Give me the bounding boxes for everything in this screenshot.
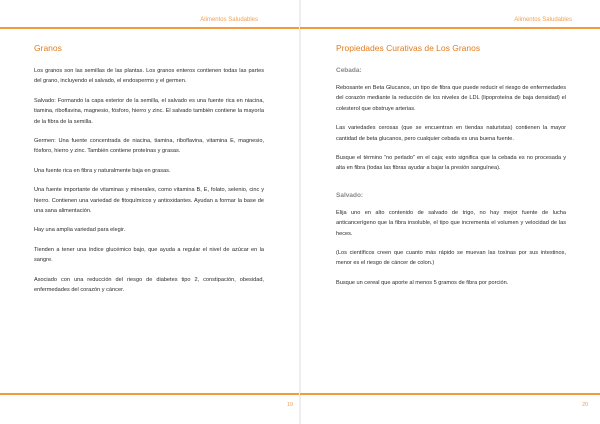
paragraph: Elija uno en alto contenido de salvado de trigo, no hay mejor fuente de lucha anticancerígeno que la fibra insoluble, el tipo que incrementa el volumen y velocidad de las heces. — [336, 209, 566, 237]
paragraph: Los granos son las semillas de las plantas. Los granos enteros contienen todas las partes del grano, incluyendo el salvado, el endospermo y el germen. — [34, 68, 264, 85]
right-page-content — [336, 42, 566, 297]
running-header-right: Alimentos Saludables — [514, 17, 572, 23]
paragraph: Hay una amplia variedad para elegir. — [34, 227, 126, 234]
section-heading-salvado: Salvado: — [336, 191, 364, 199]
page-number-left: 19 — [287, 402, 294, 408]
paragraph: Rebosante en Beta Glucanos, un tipo de fibra que puede reducir el riesgo de enfermedades del corazón mediante la reducción de los niveles de LDL (lipoproteína de baja densidad) el colesterol que obstruye arterias. — [336, 85, 566, 112]
paragraph: Busque el término “no perlado” en el caja; esto significa que la cebada es no procesada y alta en fibra (todas las fibras ayudar a bajar la presión sanguínea). — [336, 155, 566, 172]
right-page — [300, 0, 600, 424]
section-spacer — [336, 183, 566, 191]
paragraph: Una fuente rica en fibra y naturalmente baja en grasas. — [34, 167, 171, 174]
paragraph: Asociado con una reducción del riesgo de diabetes tipo 2, constipación, obesidad, enfermedades del corazón y cáncer. — [34, 276, 264, 294]
left-page-content — [34, 42, 264, 305]
paragraph: Salvado: Formando la capa exterior de la semilla, el salvado es una fuente rica en niacina, tiamina, riboflavina, magnesio, fósforo, hierro y zinc. El salvado también contiene la mayoría de la fibra de la semilla. — [34, 97, 264, 125]
page-title-granos: Granos — [34, 43, 62, 53]
top-rule-right — [300, 27, 600, 29]
page-title-propiedades: Propiedades Curativas de Los Granos — [336, 43, 481, 53]
bottom-rule-right — [300, 393, 600, 395]
paragraph: Tienden a tener una índice glucémico bajo, que ayuda a regular el nivel de azúcar en la sangre. — [34, 246, 264, 264]
paragraph: Las variedades cerosas (que se encuentran en tiendas naturistas) contienen la mayor cantidad de beta glucanos, pero cualquier cebada es una buena fuente. — [336, 125, 566, 142]
top-rule-left — [0, 27, 300, 29]
bottom-rule-left — [0, 393, 300, 395]
paragraph: (Los científicos creen que cuanto más rápido se muevan las toxinas por sus intestinos, menor es el riesgo de cáncer de colon.) — [336, 250, 566, 267]
running-header-left: Alimentos Saludables — [200, 17, 258, 23]
paragraph: Una fuente importante de vitaminas y minerales, como vitamina B, E, folato, selenio, cinc y hierro. Contienen una variedad de fitoquímicos y antioxidantes. Ayudan a formar la base de una sana alimentación. — [34, 187, 264, 215]
section-heading-cebada: Cebada: — [336, 67, 362, 74]
paragraph: Busque un cereal que aporte al menos 5 gramos de fibra por porción. — [336, 279, 509, 286]
page-number-right: 20 — [582, 402, 589, 408]
paragraph: Germen: Una fuente concentrada de niacina, tiamina, riboflavina, vitamina E, magnesio, fósforo, hierro y zinc. También contiene proteínas y grasas. — [34, 138, 264, 155]
